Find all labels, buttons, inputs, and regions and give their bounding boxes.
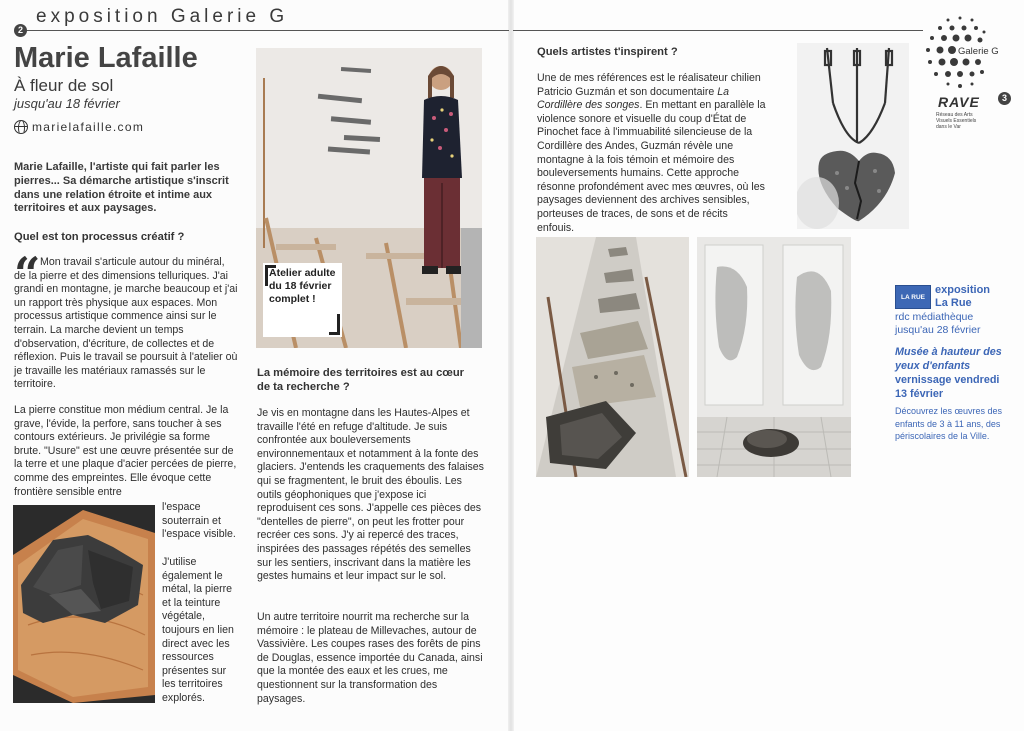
la-rue-title-line2: La Rue <box>935 297 972 309</box>
stone-row-illustration <box>536 237 689 477</box>
gallery-wall-illustration <box>697 237 851 477</box>
workshop-full-caption: Atelier adulte du 18 février complet ! <box>263 263 342 337</box>
process-paragraph-1: Mon travail s'articule autour du minéral, de la pierre et des dimensions telluriques. J'ai grandi en montagne, je marche beaucoup et j'ai un rapport très physique aux espaces. Mon processus artistique commence ainsi sur le terrain. La marche devient un temps d'observation, d'écriture, de collectes et de réflexion. Puis le travail se poursuit à l'atelier où je travaille les matériaux ramassés sur le territoire. <box>14 256 238 391</box>
header-rule-right <box>513 30 923 31</box>
website-label: marielafaille.com <box>32 120 145 134</box>
process-paragraph-3: J'utilise également le métal, la pierre et la teinture végétale, toujours en lien direct avec les ressources présentes sur les territoires explorés. <box>162 556 234 704</box>
process-paragraph-2-wrap: l'espace souterrain et l'espace visible. <box>162 501 236 541</box>
artist-name: Marie Lafaille <box>14 42 198 74</box>
page-gutter <box>508 0 514 731</box>
process-paragraph-2: La pierre constitue mon médium central. Je la grave, l'évide, la perfore, sans toucher à ses contours extérieurs. Je privilégie sa forme brute. "Usure" est une œuvre présentée sur de la terre et une plaque d'acier percées de pierre, comme des empreintes. Elle évoque cette frontière sensible entre <box>14 404 237 498</box>
memory-paragraph-1: Je vis en montagne dans les Hautes-Alpes et travaille l'été en refuge d'altitude. Je suis confrontée aux bouleversements environnementaux et notamment à la fonte des glaciers. J'entends les craquements des falaises qui se fragmentent, le bruit des éboulis. Les outils géophoniques que j'expose ici reproduisent ces sons. J'appelle ces pièces des "dentelles de pierre", on peut les frotter pour recréer ces sons. J'y ai repercé des traces, inspirées des passages répétés des semelles sur les sentiers, inscrivant dans la matière les gestes humains et leur impact sur le sol. <box>257 407 484 583</box>
la-rue-description: Découvrez les œuvres des enfants de 3 à 11 ans, des périscolaires de la Ville. <box>895 406 1003 441</box>
inspiration-text-b: . En mettant en parallèle la violence sonore et visuelle du coup d'État de Pinochet face à l'immuabilité silencieuse de la Cordillère des Andes, Guzmán révèle une montagne à la fois témoin et mémoire des bouleversements humains. Cette approche résonne profondément avec mes œuvres, où les paysages deviennent des archives sensibles, porteuses de traces, de sons et de récits enfouis. <box>537 99 766 234</box>
photo-stone-artwork <box>13 505 155 703</box>
quote-mark-icon: “ <box>14 247 41 301</box>
galerie-g-label: Galerie G <box>958 46 999 57</box>
page-number-right: 3 <box>998 92 1011 105</box>
header-rule <box>22 30 509 31</box>
globe-icon <box>14 120 28 134</box>
photo-stone-row <box>536 237 689 477</box>
metal-sculpture-illustration <box>797 43 909 229</box>
section-header: exposition Galerie G <box>36 6 289 27</box>
galerie-g-logo <box>918 12 1008 98</box>
question-memory: La mémoire des territoires est au cœur de ta recherche ? <box>257 367 465 393</box>
question-process: Quel est ton processus créatif ? <box>14 231 185 243</box>
la-rue-badge: LA RUE <box>895 285 931 309</box>
la-rue-title <box>935 284 990 310</box>
photo-gallery-wall <box>697 237 851 477</box>
la-rue-title-line1: exposition <box>935 284 991 296</box>
intro-paragraph: Marie Lafaille, l'artiste qui fait parler les pierres... Sa démarche artistique s'inscrit dans une relation étroite et intime aux territoires et aux paysages. <box>14 161 229 215</box>
inspiration-paragraph <box>537 72 767 235</box>
la-rue-vernissage: vernissage vendredi 13 février <box>895 374 1000 400</box>
film-title: La Cordillère des songes <box>537 85 729 112</box>
photo-metal-sculpture <box>797 43 909 229</box>
la-rue-dates: jusqu'au 28 février <box>895 324 981 336</box>
rave-subtitle: Réseau des Arts Visuels Essentiels dans le Var <box>936 112 977 130</box>
memory-paragraph-2: Un autre territoire nourrit ma recherche sur la mémoire : le plateau de Millevaches, autour de Vassivière. Les coupes rases des forêts de pins de Douglas, essence importée du Canada, ainsi que la montée des eaux et les crues, me questionnent sur la transformation des paysages. <box>257 611 483 705</box>
exhibition-title: À fleur de sol <box>14 76 114 95</box>
page-number-left: 2 <box>14 24 27 37</box>
exhibition-dates: jusqu'au 18 février <box>14 96 120 111</box>
inspiration-text-a: Une de mes références est le réalisateur chilien Patricio Guzmán et son documentaire <box>537 72 761 98</box>
artist-website[interactable] <box>14 120 144 134</box>
la-rue-event-title: Musée à hauteur des yeux d'enfants <box>895 346 1002 372</box>
rave-logo: RAVE <box>938 94 980 110</box>
stone-artwork-illustration <box>13 505 155 703</box>
question-inspiration: Quels artistes t'inspirent ? <box>537 46 678 58</box>
la-rue-location: rdc médiathèque <box>895 311 974 323</box>
